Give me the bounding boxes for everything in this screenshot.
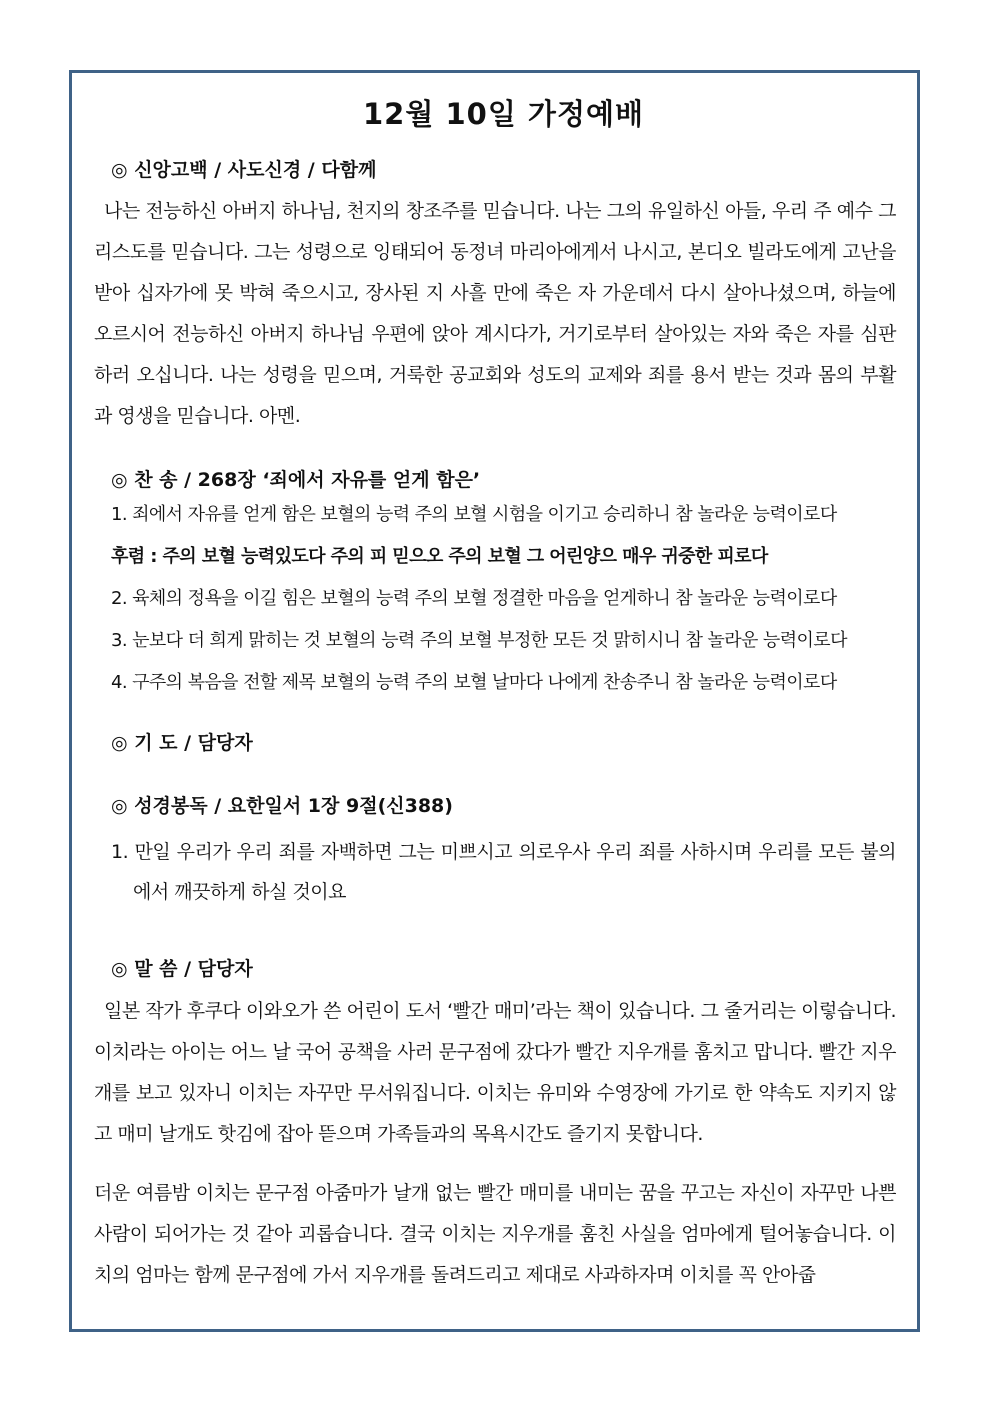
creed-heading: ◎ 신앙고백 / 사도신경 / 다함께 xyxy=(111,159,377,181)
sermon-paragraph-2: 더운 여름밤 이치는 문구점 아줌마가 날개 없는 빨간 매미를 내미는 꿈을 꾸고는 자신이 자꾸만 나쁜 사람이 되어가는 것 같아 괴롭습니다. 결국 이치는 지우개를 훔친 사실을 엄마에게 털어놓습니다. 이치의 엄마는 함께 문구점에 가서 지우개를 돌려드리고 제대로 사과하자며 이치를 꼭 안아줍 xyxy=(94,1182,896,1286)
hymn-verse-2: 2. 육체의 정욕을 이길 힘은 보혈의 능력 주의 보혈 정결한 마음을 얻게하니 참 놀라운 능력이로다 xyxy=(111,588,837,609)
hymn-heading: ◎ 찬 송 / 268장 ‘죄에서 자유를 얻게 함은’ xyxy=(111,469,481,491)
prayer-heading: ◎ 기 도 / 담당자 xyxy=(111,732,253,754)
hymn-verse-1: 1. 죄에서 자유를 얻게 함은 보혈의 능력 주의 보혈 시험을 이기고 승리하니 참 놀라운 능력이로다 xyxy=(111,504,837,525)
document-body xyxy=(94,90,896,1296)
hymn-chorus: 후렴 : 주의 보혈 능력있도다 주의 피 믿으오 주의 보혈 그 어린양으 매우 귀중한 피로다 xyxy=(111,546,768,567)
sermon-paragraph-1: 일본 작가 후쿠다 이와오가 쓴 어린이 도서 ‘빨간 매미’라는 책이 있습니다. 그 줄거리는 이렇습니다. 이치라는 아이는 어느 날 국어 공책을 사러 문구점에 갔다가 빨간 지우개를 훔치고 맙니다. 빨간 지우개를 보고 있자니 이치는 자꾸만 무서워집니다. 이치는 유미와 수영장에 가기로 한 약속도 지키지 않고 매미 날개도 핫김에 잡아 뜯으며 가족들과의 목욕시간도 즐기지 못합니다. xyxy=(94,1000,896,1145)
hymn-verse-4: 4. 구주의 복음을 전할 제목 보혈의 능력 주의 보혈 날마다 나에게 찬송주니 참 놀라운 능력이로다 xyxy=(111,672,837,693)
creed-text: 나는 전능하신 아버지 하나님, 천지의 창조주를 믿습니다. 나는 그의 유일하신 아들, 우리 주 예수 그리스도를 믿습니다. 그는 성령으로 잉태되어 동정녀 마리아에게서 나시고, 본디오 빌라도에게 고난을 받아 십자가에 못 박혀 죽으시고, 장사된 지 사흘 만에 죽은 자 가운데서 다시 살아나셨으며, 하늘에 오르시어 전능하신 아버지 하나님 우편에 앉아 계시다가, 거기로부터 살아있는 자와 죽은 자를 심판하러 오십니다. 나는 성령을 믿으며, 거룩한 공교회와 성도의 교제와 죄를 용서 받는 것과 몸의 부활과 영생을 믿습니다. 아멘. xyxy=(94,200,896,427)
reading-heading: ◎ 성경봉독 / 요한일서 1장 9절(신388) xyxy=(111,795,453,817)
reading-text: 1. 만일 우리가 우리 죄를 자백하면 그는 미쁘시고 의로우사 우리 죄를 사하시며 우리를 모든 불의에서 깨끗하게 하실 것이요 xyxy=(111,841,896,903)
hymn-lyrics xyxy=(111,494,896,704)
page-title: 12월 10일 가정예배 xyxy=(363,97,644,131)
sermon-heading: ◎ 말 씀 / 담당자 xyxy=(111,958,253,980)
hymn-verse-3: 3. 눈보다 더 희게 맑히는 것 보혈의 능력 주의 보혈 부정한 모든 것 맑히시니 참 놀라운 능력이로다 xyxy=(111,630,847,651)
